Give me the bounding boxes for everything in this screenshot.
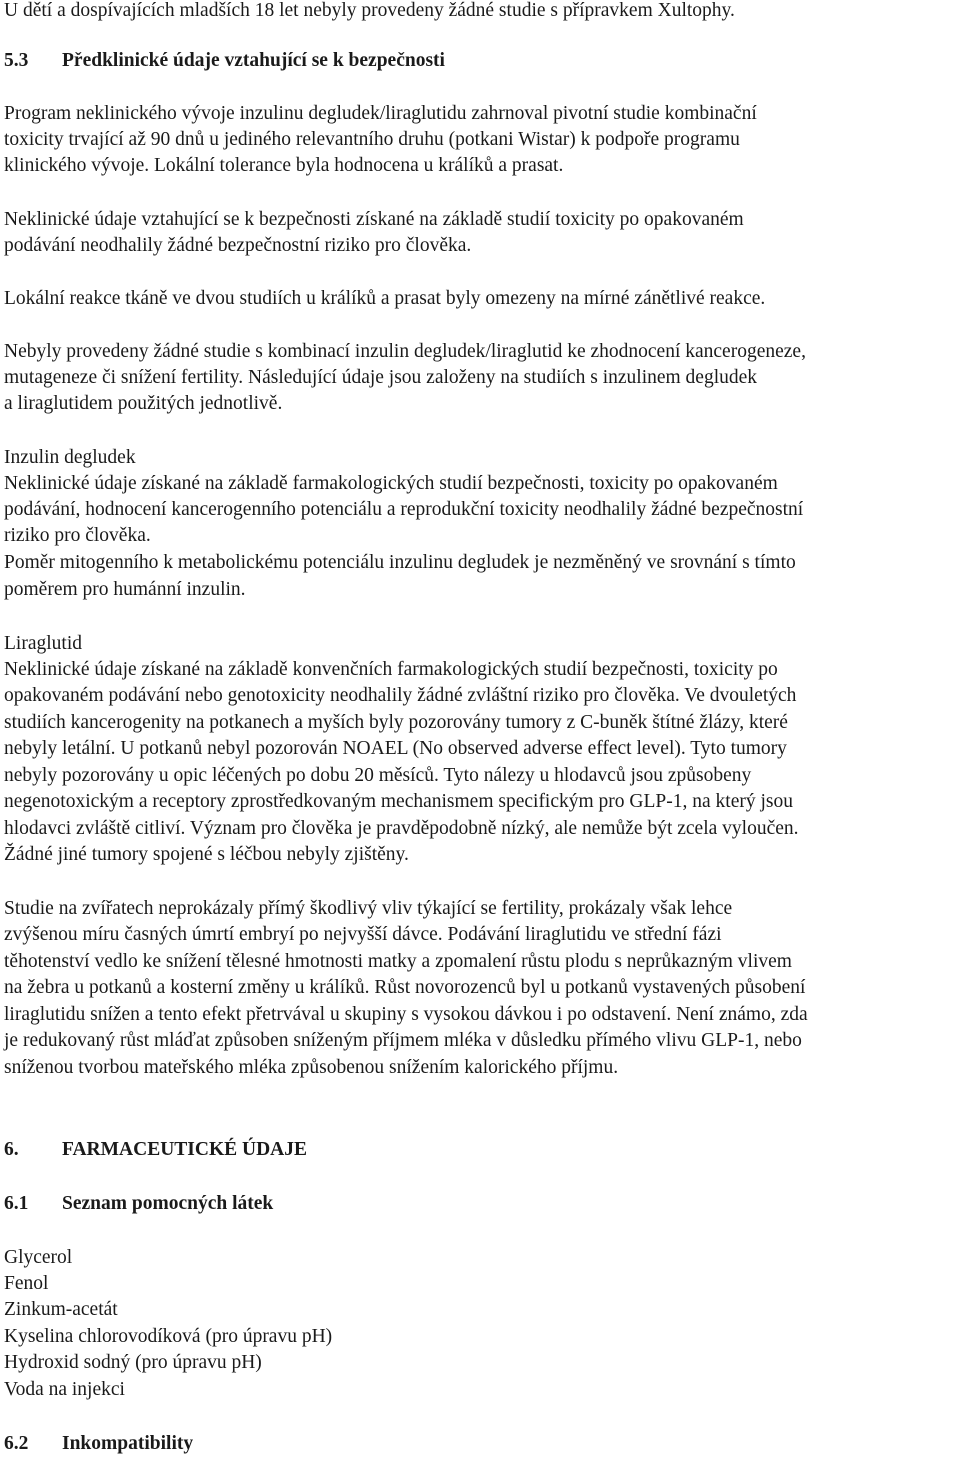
section-6-2-heading <box>4 1431 193 1457</box>
paragraph-line: Poměr mitogenního k metabolickému potenciálu inzulinu degludek je nezměněný ve srovnání s tímto <box>4 552 796 573</box>
section-6-1-heading <box>4 1191 273 1217</box>
paragraph-line: Program neklinického vývoje inzulinu degludek/liraglutidu zahrnoval pivotní studie kombinační <box>4 103 757 124</box>
paragraph-line: nebyly pozorovány u opic léčených po dobu 20 měsíců. Tyto nálezy u hlodavců jsou způsobeny <box>4 765 752 786</box>
section-title: FARMACEUTICKÉ ÚDAJE <box>62 1139 308 1160</box>
paragraph-line: hlodavci zvláště citliví. Význam pro člověka je pravděpodobně nízký, ale nemůže být zcela vyloučen. <box>4 818 799 839</box>
paragraph-line: poměrem pro humánní inzulin. <box>4 579 246 600</box>
paragraph-line: na žebra u potkanů a kosterní změny u králíků. Růst novorozenců byl u potkanů vystavených působení <box>4 977 806 998</box>
paragraph-line: riziko pro člověka. <box>4 525 151 546</box>
intro-line: U dětí a dospívajících mladších 18 let nebyly provedeny žádné studie s přípravkem Xultophy. <box>4 0 735 21</box>
paragraph-line: Neklinické údaje získané na základě farmakologických studií bezpečnosti, toxicity po opakovaném <box>4 473 778 494</box>
paragraph-line: studiích kancerogenity na potkanech a myších byly pozorovány tumory z C-buněk štítné žlázy, které <box>4 712 788 733</box>
paragraph-line: je redukovaný růst mláďat způsoben sníženým příjmem mléka v důsledku přímého vlivu GLP-1, nebo <box>4 1030 802 1051</box>
excipient-item: Zinkum-acetát <box>4 1299 118 1320</box>
subheading-liraglutid: Liraglutid <box>4 633 82 654</box>
section-number: 6.1 <box>4 1193 29 1214</box>
paragraph-line: Neklinické údaje získané na základě konvenčních farmakologických studií bezpečnosti, toxicity po <box>4 659 778 680</box>
paragraph-line: nebyly letální. U potkanů nebyl pozorován NOAEL (No observed adverse effect level). Tyto tumory <box>4 738 787 759</box>
section-number: 6. <box>4 1139 19 1160</box>
paragraph-line: opakovaném podávání nebo genotoxicity neodhalily žádné zvláštní riziko pro člověka. Ve dvouletých <box>4 685 797 706</box>
paragraph-line: Žádné jiné tumory spojené s léčbou nebyly zjištěny. <box>4 844 409 865</box>
excipient-item: Voda na injekci <box>4 1379 125 1400</box>
section-number: 5.3 <box>4 50 29 71</box>
excipient-item: Hydroxid sodný (pro úpravu pH) <box>4 1352 262 1373</box>
section-title: Seznam pomocných látek <box>62 1193 274 1214</box>
paragraph-line: liraglutidu snížen a tento efekt přetrvával u skupiny s vysokou dávkou i po odstavení. Není známo, zda <box>4 1004 808 1025</box>
paragraph-line: Lokální reakce tkáně ve dvou studiích u králíků a prasat byly omezeny na mírné zánětlivé reakce. <box>4 288 766 309</box>
paragraph-line: podávání, hodnocení kancerogenního potenciálu a reprodukční toxicity neodhalily žádné bezpečnostní <box>4 499 804 520</box>
paragraph-line: zvýšenou míru časných úmrtí embryí po nejvyšší dávce. Podávání liraglutidu ve střední fázi <box>4 924 722 945</box>
paragraph-line: Nebyly provedeny žádné studie s kombinací inzulin degludek/liraglutid ke zhodnocení kancerogeneze, <box>4 341 806 362</box>
paragraph-line: mutageneze či snížení fertility. Následující údaje jsou založeny na studiích s inzulinem degludek <box>4 367 758 388</box>
excipient-item: Fenol <box>4 1273 49 1294</box>
paragraph-line: těhotenství vedlo ke snížení tělesné hmotnosti matky a zpomalení růstu plodu s neprůkazným vlivem <box>4 951 792 972</box>
paragraph-line: sníženou tvorbou mateřského mléka způsobenou snížením kalorického příjmu. <box>4 1057 619 1078</box>
paragraph-line: klinického vývoje. Lokální tolerance byla hodnocena u králíků a prasat. <box>4 155 564 176</box>
paragraph-line: negenotoxickým a receptory zprostředkovaným mechanismem specifickým pro GLP-1, na který jsou <box>4 791 793 812</box>
section-title: Předklinické údaje vztahující se k bezpečnosti <box>62 50 445 71</box>
subheading-degludek: Inzulin degludek <box>4 447 136 468</box>
paragraph-line: toxicity trvající až 90 dnů u jediného relevantního druhu (potkani Wistar) k podpoře programu <box>4 129 740 150</box>
paragraph-line: Neklinické údaje vztahující se k bezpečnosti získané na základě studií toxicity po opakovaném <box>4 209 744 230</box>
excipient-item: Glycerol <box>4 1247 73 1268</box>
section-6-heading <box>4 1137 307 1163</box>
excipient-item: Kyselina chlorovodíková (pro úpravu pH) <box>4 1326 333 1347</box>
section-5-3-heading <box>4 48 445 74</box>
section-number: 6.2 <box>4 1433 29 1454</box>
paragraph-line: a liraglutidem použitých jednotlivě. <box>4 393 283 414</box>
paragraph-line: podávání neodhalily žádné bezpečnostní riziko pro člověka. <box>4 235 472 256</box>
paragraph-line: Studie na zvířatech neprokázaly přímý škodlivý vliv týkající se fertility, prokázaly však lehce <box>4 898 733 919</box>
section-title: Inkompatibility <box>62 1433 194 1454</box>
